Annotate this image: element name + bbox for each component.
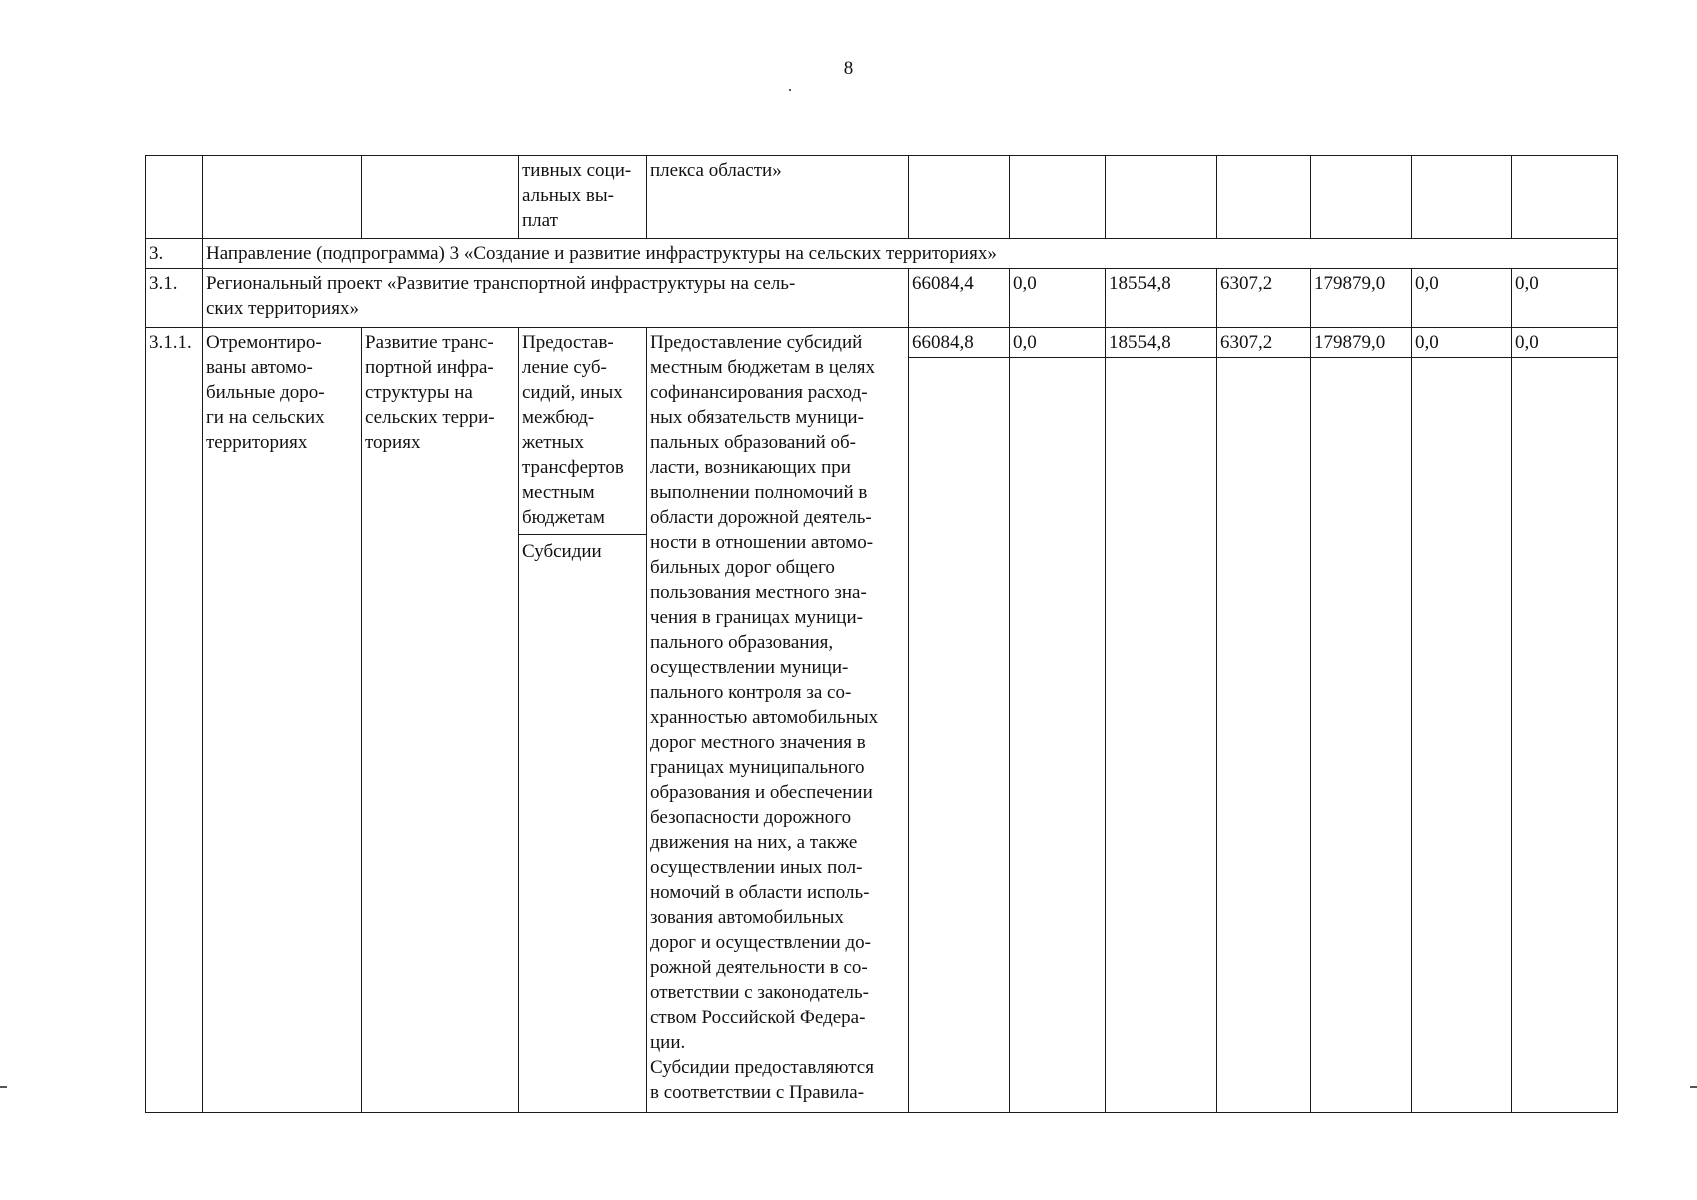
table-cell (1106, 156, 1217, 239)
project-value: 0,0 (1412, 269, 1512, 328)
table-cell (909, 156, 1010, 239)
section-title: Направление (подпрограмма) 3 «Создание и развитие инфраструктуры на сельских территориях» (203, 239, 1618, 269)
table-row-project (146, 269, 1618, 328)
item-value: 0,0 (1010, 328, 1106, 358)
support-type-continued: тивных соци- альных вы- плат (519, 156, 647, 239)
table-cell (1010, 156, 1106, 239)
item-support-type: Предостав- ление суб- сидий, иных межбюд- жетных трансфертов местным бюджетам (522, 332, 624, 528)
project-title: Региональный проект «Развитие транспортной инфраструктуры на сель- ских территориях» (203, 269, 909, 328)
budget-table (145, 155, 1618, 1113)
scan-speck (0, 1086, 7, 1088)
table-cell (1512, 358, 1618, 1113)
project-value: 179879,0 (1311, 269, 1412, 328)
item-value: 179879,0 (1311, 328, 1412, 358)
item-value: 0,0 (1412, 328, 1512, 358)
project-value: 0,0 (1512, 269, 1618, 328)
table-cell (1311, 358, 1412, 1113)
table-cell (1412, 358, 1512, 1113)
table-cell (1311, 156, 1412, 239)
table-cell (146, 156, 203, 239)
table-cell (203, 156, 362, 239)
table-cell (1512, 156, 1618, 239)
table-cell (1106, 358, 1217, 1113)
section-number: 3. (146, 239, 203, 269)
item-number: 3.1.1. (146, 328, 203, 1113)
item-value: 6307,2 (1217, 328, 1311, 358)
project-value: 6307,2 (1217, 269, 1311, 328)
table-cell (1217, 156, 1311, 239)
project-value: 18554,8 (1106, 269, 1217, 328)
project-value: 0,0 (1010, 269, 1106, 328)
item-value: 0,0 (1512, 328, 1618, 358)
table-cell (1412, 156, 1512, 239)
table-cell (1010, 358, 1106, 1113)
table-cell (1217, 358, 1311, 1113)
table-row-item (146, 328, 1618, 358)
table-cell (909, 358, 1010, 1113)
item-support (519, 328, 647, 1113)
project-value: 66084,4 (909, 269, 1010, 328)
scan-speck (1690, 1086, 1697, 1088)
table-cell (362, 156, 519, 239)
item-value: 18554,8 (1106, 328, 1217, 358)
item-description: Предоставление субсидий местным бюджетам в целях софинансирования расход- ных обязательств муници- пальных образований об- ласти, возникающих при выполнении полномочий в области дорожной деятель- ности в отношении автомо- бильных дорог общего пользования местного зна- чения в границах муници- пального образования, осуществлении муници- пального контроля за со- хранностью автомобильных дорог местного значения в границах муниципального образования и обеспечении безопасности дорожного движения на них, а также осуществлении иных пол- номочий в области исполь- зования автомобильных дорог и осуществлении до- рожной деятельности в со- ответствии с законодатель- ством Российской Федера- ции. Субсидии предоставляются в соответствии с Правила- (647, 328, 909, 1113)
item-value: 66084,8 (909, 328, 1010, 358)
table-row-continued (146, 156, 1618, 239)
item-result: Отремонтиро- ваны автомо- бильные доро- ги на сельских территориях (203, 328, 362, 1113)
description-continued: плекса области» (647, 156, 909, 239)
project-number: 3.1. (146, 269, 203, 328)
table-row-section (146, 239, 1618, 269)
item-support-subtype: Субсидии (519, 534, 646, 564)
page-number: 8 (843, 58, 854, 79)
item-task: Развитие транс- портной инфра- структуры на сельских терри- ториях (362, 328, 519, 1113)
scan-speck (789, 89, 791, 91)
